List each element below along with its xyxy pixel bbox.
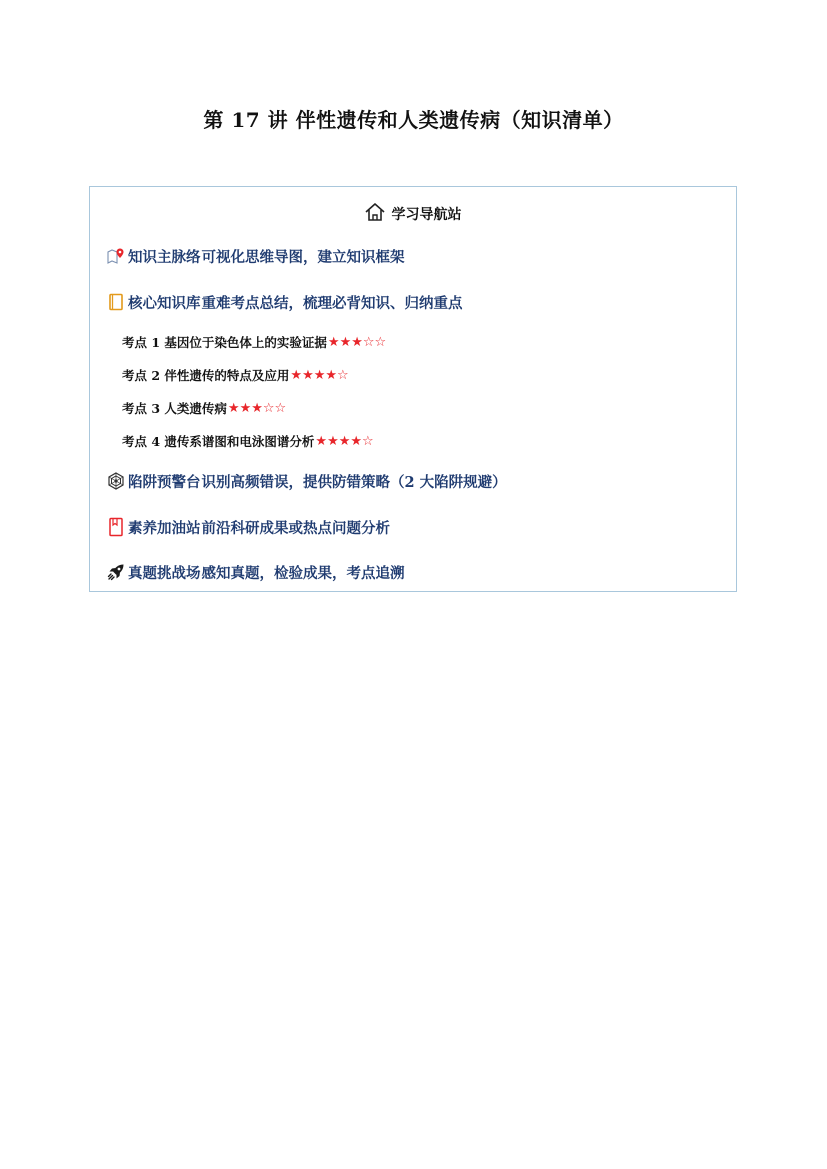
nav-item-title: 知识主脉络	[128, 248, 201, 266]
nav-item-core-knowledge[interactable]	[107, 291, 463, 313]
star-empty-icon: ☆	[274, 400, 287, 416]
star-empty-icon: ☆	[362, 334, 375, 350]
map-pin-icon	[107, 246, 125, 266]
nav-item-desc: 感知真题，检验成果，考点追溯	[201, 564, 405, 582]
star-filled-icon: ★	[339, 334, 352, 350]
nav-item-literacy[interactable]	[107, 516, 390, 538]
star-empty-icon: ☆	[374, 334, 387, 350]
nav-item-desc: 前沿科研成果或热点问题分析	[201, 519, 390, 537]
nav-item-real-exam[interactable]	[107, 561, 405, 583]
star-filled-icon: ★	[251, 400, 263, 416]
nav-header-label: 学习导航站	[391, 207, 462, 223]
nav-item-title: 素养加油站	[128, 519, 201, 537]
exam-point-label: 考点 2 伴性遗传的特点及应用	[122, 368, 290, 383]
page-title: 第 17 讲 伴性遗传和人类遗传病（知识清单）	[203, 108, 624, 132]
nav-item-title: 真题挑战场	[128, 564, 201, 582]
star-filled-icon: ★	[302, 367, 314, 383]
star-filled-icon: ★	[327, 433, 339, 449]
star-empty-icon: ☆	[337, 367, 349, 383]
exam-point-label: 考点 4 遗传系谱图和电泳图谱分析	[122, 434, 315, 449]
star-filled-icon: ★	[351, 334, 363, 350]
star-filled-icon: ★	[327, 334, 340, 350]
star-filled-icon: ★	[239, 400, 252, 416]
exam-point-4[interactable]	[122, 432, 374, 450]
book-icon	[107, 292, 125, 312]
rocket-icon	[107, 562, 125, 582]
home-icon	[364, 201, 386, 227]
star-filled-icon: ★	[338, 433, 351, 449]
nav-item-desc: 重难考点总结，梳理必背知识、归纳重点	[201, 294, 463, 312]
star-filled-icon: ★	[227, 400, 240, 416]
star-rating	[315, 435, 373, 448]
learning-navigation-box	[89, 186, 737, 592]
star-filled-icon: ★	[290, 367, 303, 383]
star-filled-icon: ★	[325, 367, 338, 383]
star-filled-icon: ★	[350, 433, 363, 449]
exam-point-label: 考点 1 基因位于染色体上的实验证据	[122, 335, 327, 350]
exam-point-label: 考点 3 人类遗传病	[122, 401, 227, 416]
exam-point-3[interactable]	[122, 399, 286, 417]
nav-item-desc: 可视化思维导图，建立知识框架	[201, 248, 405, 266]
nav-header	[90, 201, 736, 223]
star-empty-icon: ☆	[262, 400, 275, 416]
nav-item-trap-warning[interactable]	[107, 470, 507, 492]
nav-item-title: 核心知识库	[128, 294, 201, 312]
exam-point-1[interactable]	[122, 333, 386, 351]
star-rating	[328, 336, 386, 349]
warning-web-icon	[107, 471, 125, 491]
star-filled-icon: ★	[315, 433, 328, 449]
nav-item-desc: 识别高频错误，提供防错策略（2 大陷阱规避）	[201, 473, 507, 491]
exam-point-2[interactable]	[122, 366, 349, 384]
bookmark-icon	[107, 517, 125, 537]
star-empty-icon: ☆	[362, 433, 374, 449]
star-rating	[290, 369, 348, 382]
star-rating	[228, 402, 286, 415]
star-filled-icon: ★	[313, 367, 326, 383]
nav-item-knowledge-map[interactable]	[107, 245, 405, 267]
nav-item-title: 陷阱预警台	[128, 473, 201, 491]
